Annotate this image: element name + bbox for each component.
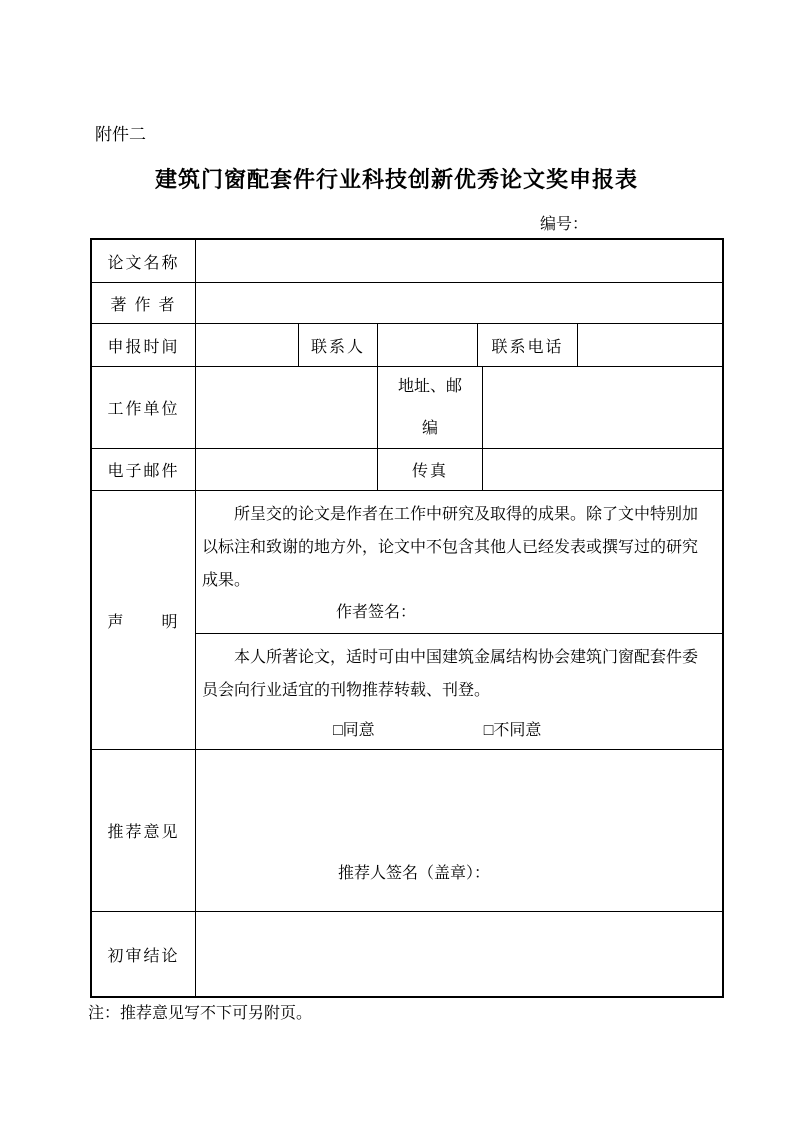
address-zip-input[interactable] — [483, 367, 722, 448]
disagree-option[interactable] — [484, 717, 542, 740]
agree-option-label: 同意 — [342, 722, 375, 739]
recommender-signature-label: 推荐人签名（盖章）： — [338, 865, 491, 882]
apply-time-label: 申报时间 — [92, 324, 196, 366]
row-declaration — [92, 491, 722, 750]
row-paper-name — [92, 240, 722, 283]
attachment-label: 附件二 — [95, 125, 146, 144]
disagree-option-label: 不同意 — [493, 722, 542, 739]
declaration-statement-text: 所呈交的论文是作者在工作中研究及取得的成果。除了文中特别加以标注和致谢的地方外，论文中不包含其他人已经发表或撰写过的研究成果。 — [202, 506, 699, 589]
declaration-label: 声 明 — [92, 491, 196, 749]
email-label: 电子邮件 — [92, 449, 196, 490]
author-signature-label: 作者签名： — [336, 604, 417, 621]
row-authors — [92, 283, 722, 324]
phone-input[interactable] — [578, 324, 722, 366]
recommendation-label: 推荐意见 — [92, 750, 196, 911]
declaration-permission-section — [196, 634, 722, 749]
declaration-statement-section — [196, 491, 722, 634]
preliminary-review-label: 初审结论 — [92, 912, 196, 996]
page-title: 建筑门窗配套件行业科技创新优秀论文奖申报表 — [154, 167, 638, 192]
agree-checkbox-icon[interactable]: □ — [333, 722, 343, 739]
agreement-choices — [333, 717, 722, 740]
row-email-fax — [92, 449, 722, 491]
agree-option[interactable] — [333, 717, 375, 740]
apply-time-input[interactable] — [196, 324, 299, 366]
address-zip-label-line1: 地址、邮 — [397, 377, 462, 395]
application-form-table — [90, 238, 724, 998]
recommendation-input[interactable] — [196, 750, 722, 911]
address-zip-label — [378, 367, 483, 448]
row-preliminary-review — [92, 912, 722, 996]
footnote: 注：推荐意见写不下可另附页。 — [88, 1005, 313, 1022]
row-recommendation — [92, 750, 722, 912]
work-unit-input[interactable] — [196, 367, 378, 448]
contact-label: 联系人 — [299, 324, 378, 366]
row-contact-info — [92, 324, 722, 367]
phone-label: 联系电话 — [478, 324, 578, 366]
permission-statement-text: 本人所著论文，适时可由中国建筑金属结构协会建筑门窗配套件委员会向行业适宜的刊物推荐转载、刊登。 — [202, 649, 699, 699]
declaration-content — [196, 491, 722, 749]
address-zip-label-line2: 编 — [421, 419, 438, 437]
row-work-unit — [92, 367, 722, 449]
contact-input[interactable] — [378, 324, 478, 366]
number-label: 编号： — [540, 216, 589, 233]
work-unit-label: 工作单位 — [92, 367, 196, 448]
fax-input[interactable] — [483, 449, 722, 490]
fax-label: 传真 — [378, 449, 483, 490]
paper-name-label: 论文名称 — [92, 240, 196, 282]
paper-name-input[interactable] — [196, 240, 722, 282]
disagree-checkbox-icon[interactable]: □ — [483, 722, 494, 739]
authors-input[interactable] — [196, 283, 722, 323]
preliminary-review-input[interactable] — [196, 912, 722, 996]
email-input[interactable] — [196, 449, 378, 490]
authors-label: 著 作 者 — [92, 283, 196, 323]
